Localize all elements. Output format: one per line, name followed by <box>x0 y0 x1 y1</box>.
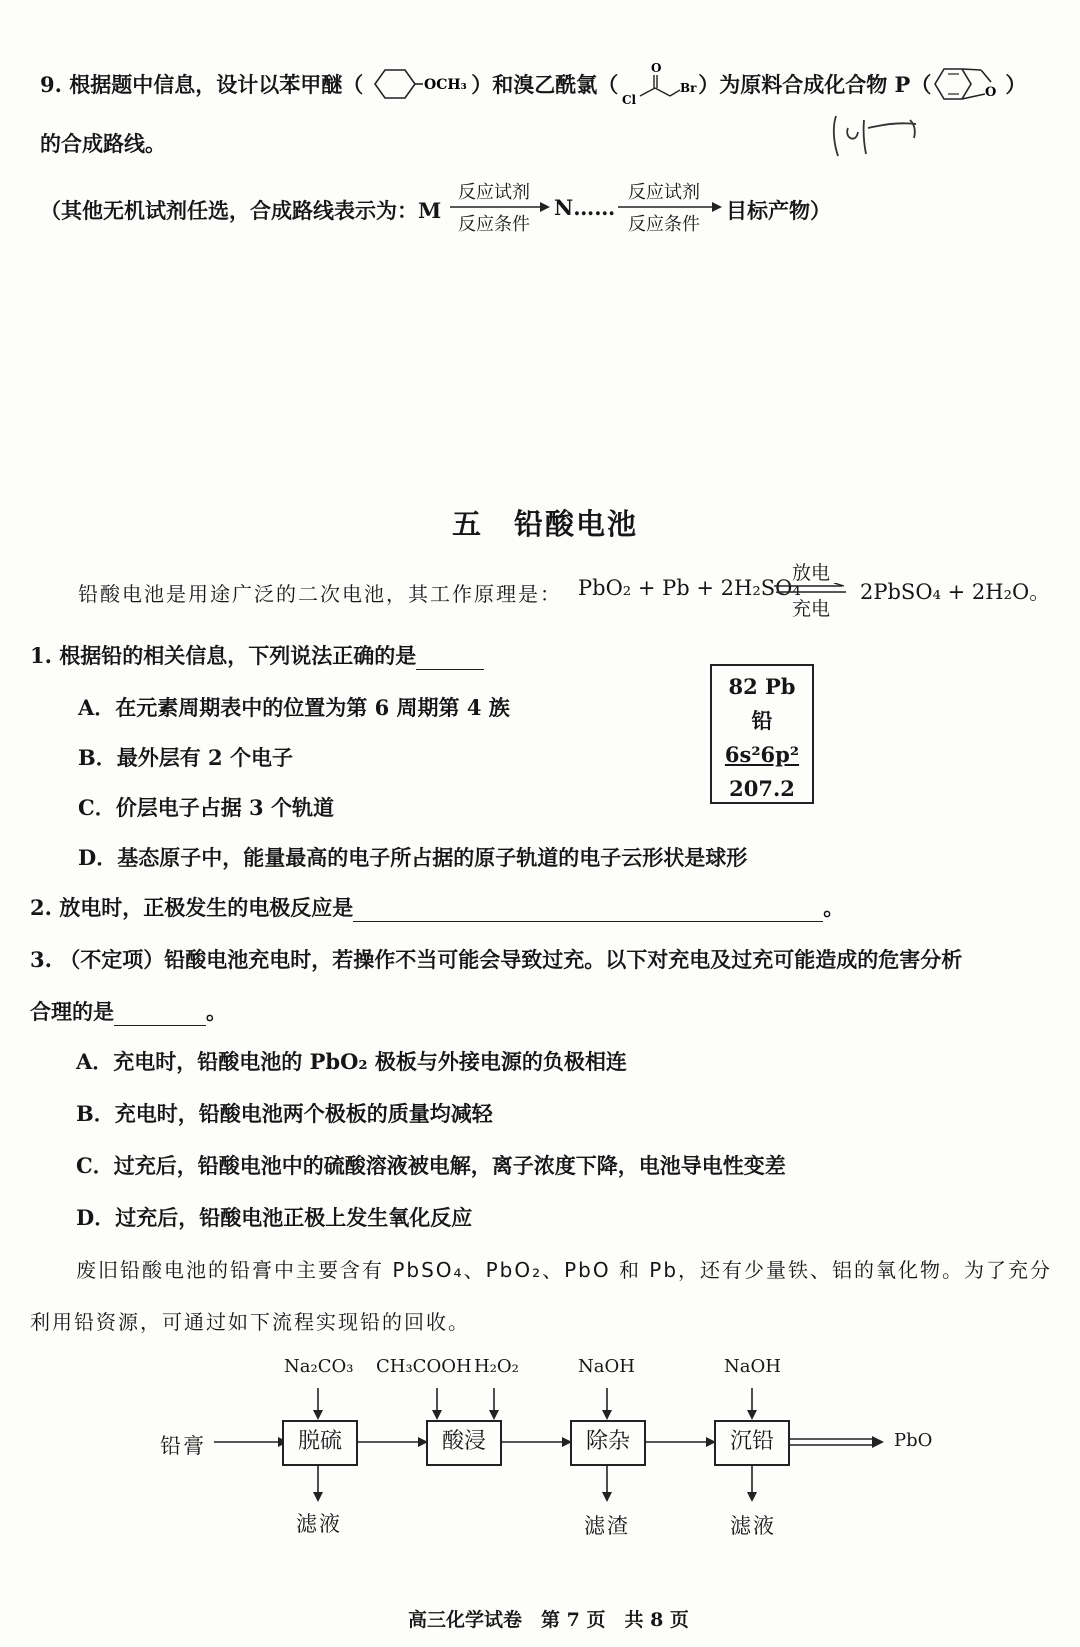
carbonyl-o-label: O <box>651 62 662 75</box>
q1-option-c: C．价层电子占据 3 个轨道 <box>78 795 334 820</box>
q1-stem-text: 1. 根据铅的相关信息，下列说法正确的是 <box>30 643 417 668</box>
arrow1-condition: 反应条件 <box>458 214 530 235</box>
section-title: 五 铅酸电池 <box>452 507 639 541</box>
recycle-line2: 利用铅资源，可通过如下流程实现铅的回收。 <box>30 1310 470 1334</box>
ch3o-label: OCH₃ <box>424 77 467 93</box>
output-filtrate-2: 滤液 <box>730 1514 776 1538</box>
flow-step-acid-leach: 酸浸 <box>426 1420 502 1466</box>
equation-left: PbO₂ + Pb + 2H₂SO₄ <box>578 576 801 600</box>
element-number-symbol: 82 Pb <box>728 674 796 699</box>
recycle-line1: 废旧铅酸电池的铅膏中主要含有 PbSO₄、PbO₂、PbO 和 Pb，还有少量铁、铝的氧化物。为了充分 <box>76 1258 1053 1282</box>
reagent-naoh-2: NaOH <box>724 1356 781 1377</box>
q9-text-b: ）和溴乙酰氯（ <box>471 72 619 97</box>
equation-right: 2PbSO₄ + 2H₂O。 <box>860 580 1051 604</box>
q9-text-d: ） <box>1005 72 1027 97</box>
q9-line2: 的合成路线。 <box>40 131 166 156</box>
q3-stem2-text: 合理的是 <box>30 999 114 1024</box>
ring-o-label: O <box>985 85 997 100</box>
output-filter-residue: 滤渣 <box>584 1514 630 1538</box>
element-name: 铅 <box>751 708 773 733</box>
q9-text-c: ）为原料合成化合物 P（ <box>698 72 932 97</box>
flow-step-desulfurization: 脱硫 <box>282 1420 358 1466</box>
element-mass: 207.2 <box>729 776 795 801</box>
arrow2-reagent: 反应试剂 <box>628 182 700 203</box>
q1-option-d: D．基态原子中，能量最高的电子所占据的原子轨道的电子云形状是球形 <box>78 845 748 870</box>
q2-end: 。 <box>823 895 845 920</box>
q3-option-b: B．充电时，铅酸电池两个极板的质量均减轻 <box>76 1101 493 1126</box>
arrow1-reagent: 反应试剂 <box>458 182 530 203</box>
q3-option-d: D．过充后，铅酸电池正极上发生氧化反应 <box>76 1205 473 1230</box>
discharge-label: 放电 <box>792 562 831 584</box>
route-m: M <box>418 198 442 223</box>
reagent-ch3cooh: CH₃COOH <box>376 1356 472 1377</box>
element-config: 6s²6p² <box>724 742 800 767</box>
section-intro: 铅酸电池是用途广泛的二次电池，其工作原理是： <box>78 582 562 606</box>
q3-end: 。 <box>206 999 227 1024</box>
q3-stem: 3. （不定项）铅酸电池充电时，若操作不当可能会导致过充。以下对充电及过充可能造成的危害分析 <box>30 947 963 972</box>
charge-label: 充电 <box>792 598 831 620</box>
q1-option-a: A．在元素周期表中的位置为第 6 周期第 4 族 <box>78 695 510 720</box>
product-pbo: PbO <box>894 1430 933 1451</box>
q2-stem-text: 2. 放电时，正极发生的电极反应是 <box>30 895 354 920</box>
flow-input-lead-paste: 铅膏 <box>160 1434 206 1458</box>
br-label: Br <box>680 81 697 95</box>
q9-hint-prefix: （其他无机试剂任选，合成路线表示为： <box>40 198 418 223</box>
q1-option-b: B．最外层有 2 个电子 <box>78 745 293 770</box>
flow-step-impurity-removal: 除杂 <box>570 1420 646 1466</box>
q3-option-a: A．充电时，铅酸电池的 PbO₂ 极板与外接电源的负极相连 <box>76 1049 627 1074</box>
route-n: N…… <box>554 195 616 220</box>
q9-number: 9. <box>40 72 62 97</box>
reagent-naoh-1: NaOH <box>578 1356 635 1377</box>
route-target: 目标产物） <box>726 198 831 223</box>
q9-text-a: 根据题中信息，设计以苯甲醚（ <box>69 72 364 97</box>
arrow2-condition: 反应条件 <box>628 214 700 235</box>
page-footer: 高三化学试卷 第 7 页 共 8 页 <box>408 1609 689 1631</box>
flow-step-lead-precipitation: 沉铅 <box>714 1420 790 1466</box>
output-filtrate-1: 滤液 <box>296 1512 342 1536</box>
reagent-h2o2: H₂O₂ <box>474 1356 519 1377</box>
cl-label: Cl <box>622 93 637 106</box>
q3-option-c: C．过充后，铅酸电池中的硫酸溶液被电解，离子浓度下降，电池导电性变差 <box>76 1153 786 1178</box>
reagent-na2co3: Na₂CO₃ <box>284 1356 354 1377</box>
